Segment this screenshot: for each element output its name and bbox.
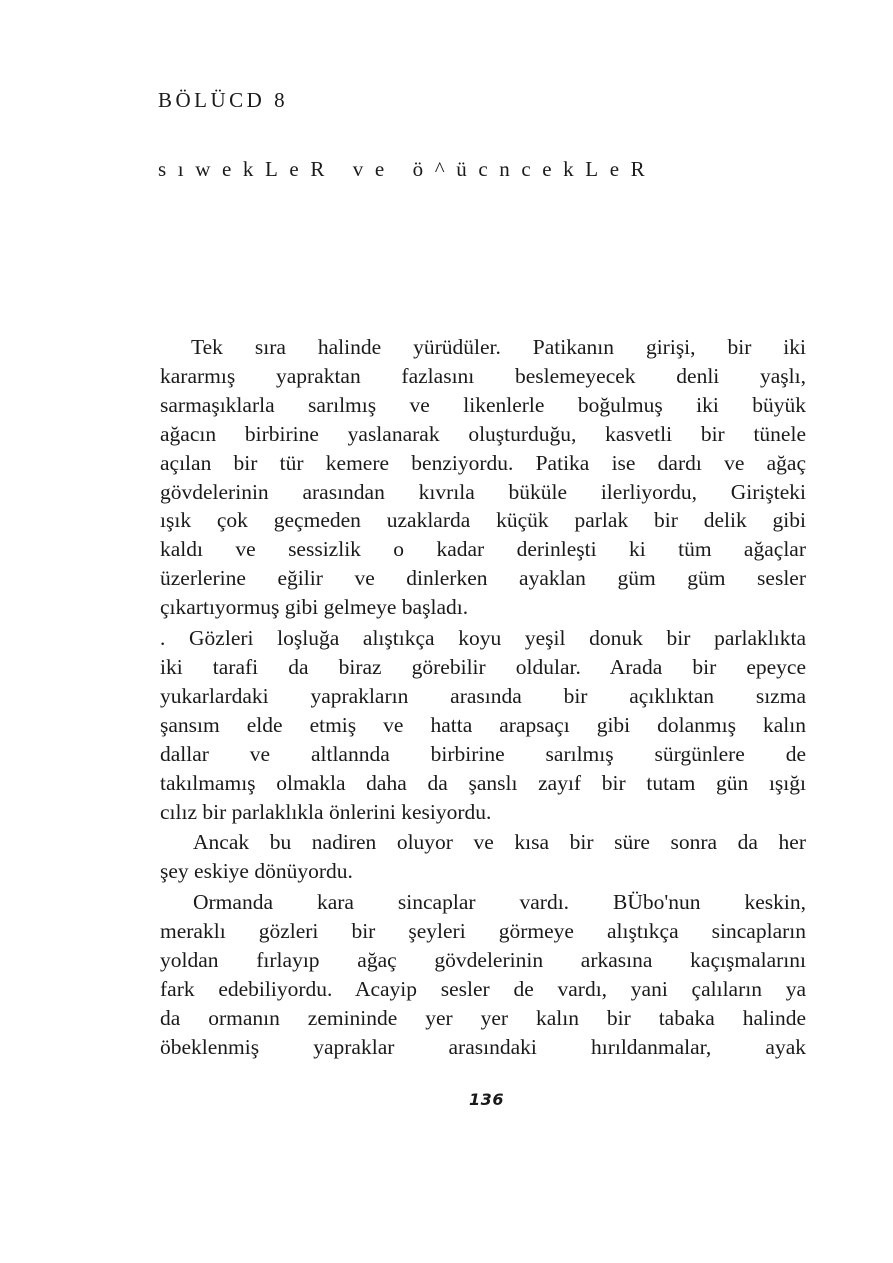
text-line: yoldan fırlayıp ağaç gövdelerinin arkasına kaçışmalarını	[160, 948, 806, 973]
paragraph	[160, 828, 806, 886]
text-line: fark edebiliyordu. Acayip sesler de vardı, yani çalıların ya	[160, 976, 806, 1001]
body-text	[160, 333, 806, 1062]
text-line: ışık çok geçmeden uzaklarda küçük parlak bir delik gibi	[160, 508, 806, 533]
text-line: şansım elde etmiş ve hatta arapsaçı gibi dolanmış kalın	[160, 712, 806, 737]
text-line: dallar ve altlannda birbirine sarılmış sürgünlere de	[160, 741, 806, 766]
text-line: Ancak bu nadiren oluyor ve kısa bir süre sonra da her	[193, 830, 806, 855]
paragraph	[160, 888, 806, 1061]
text-line: kararmış yapraktan fazlasını beslemeyecek denli yaşlı,	[160, 363, 806, 388]
paragraph	[160, 624, 806, 826]
text-line: açılan bir tür kemere benziyordu. Patika ise dardı ve ağaç	[160, 450, 806, 475]
text-line: üzerlerine eğilir ve dinlerken ayaklan güm güm sesler	[160, 566, 806, 591]
text-line: gövdelerinin arasından kıvrıla büküle ilerliyordu, Girişteki	[160, 479, 806, 504]
text-line: . Gözleri loşluğa alıştıkça koyu yeşil donuk bir parlaklıkta	[160, 626, 806, 651]
chapter-title: sıwekLeR ve ö^ücncekLeR	[158, 157, 657, 181]
text-line: sarmaşıklarla sarılmış ve likenlerle boğulmuş iki büyük	[160, 392, 806, 417]
text-line: ağacın birbirine yaslanarak oluşturduğu, kasvetli bir tünele	[160, 421, 806, 446]
text-line: cılız bir parlaklıkla önlerini kesiyordu.	[160, 799, 492, 824]
paragraph	[160, 333, 806, 622]
chapter-number: BÖLÜCD 8	[158, 88, 289, 112]
text-line: şey eskiye dönüyordu.	[160, 859, 353, 884]
text-line: kaldı ve sessizlik o kadar derinleşti ki tüm ağaçlar	[160, 537, 806, 562]
text-line: öbeklenmiş yapraklar arasındaki hırıldanmalar, ayak	[160, 1034, 806, 1059]
text-line: çıkartıyormuş gibi gelmeye başladı.	[160, 595, 469, 620]
text-line: yukarlardaki yaprakların arasında bir açıklıktan sızma	[160, 683, 806, 708]
text-line: Ormanda kara sincaplar vardı. BÜbo'nun keskin,	[193, 890, 806, 915]
page-number	[0, 1090, 893, 1109]
text-line: Tek sıra halinde yürüdüler. Patikanın girişi, bir iki	[191, 335, 806, 359]
text-line: takılmamış olmakla daha da şanslı zayıf bir tutam gün ışığı	[160, 770, 806, 795]
page-number-text: 136	[469, 1090, 504, 1109]
text-line: da ormanın zemininde yer yer kalın bir tabaka halinde	[160, 1005, 806, 1030]
text-line: iki tarafi da biraz görebilir oldular. Arada bir epeyce	[160, 654, 806, 679]
text-line: meraklı gözleri bir şeyleri görmeye alıştıkça sincapların	[160, 919, 806, 944]
